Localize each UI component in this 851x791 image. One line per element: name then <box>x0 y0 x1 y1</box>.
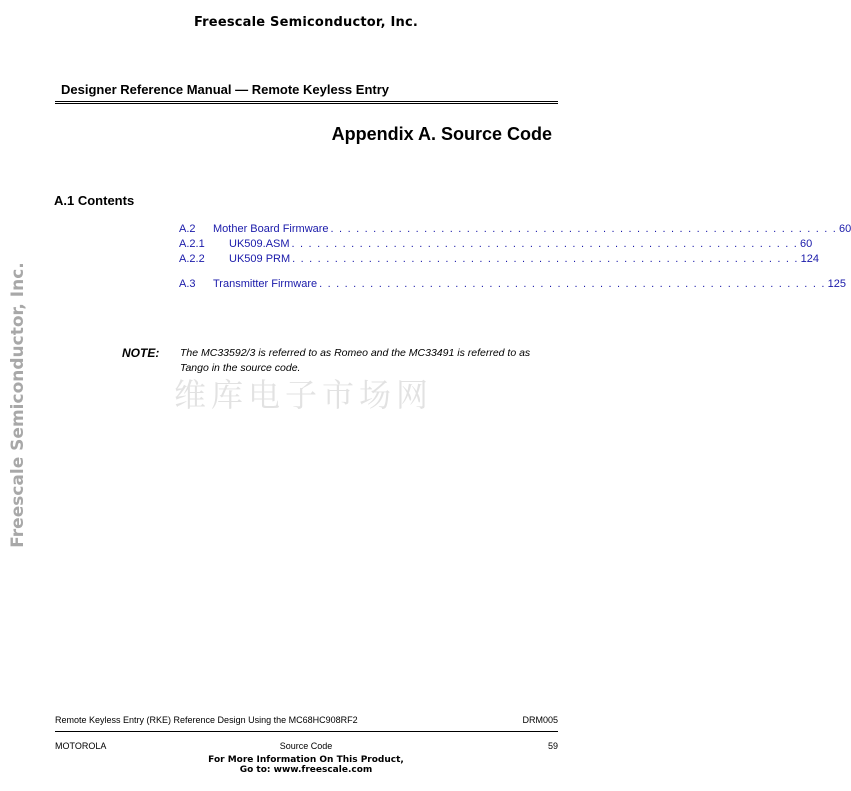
toc-title: UK509.ASM <box>229 238 290 250</box>
header-double-rule <box>55 101 558 104</box>
toc-entry-mother-board-firmware[interactable] <box>179 223 851 237</box>
manual-title: Designer Reference Manual — Remote Keyless Entry <box>61 82 390 97</box>
toc-page-number: 60 <box>839 223 851 235</box>
vertical-side-text: Freescale Semiconductor, Inc. <box>8 262 28 548</box>
toc-page-number: 60 <box>800 238 813 250</box>
toc-entry-uk509-asm[interactable] <box>179 238 813 252</box>
footer-page-number: 59 <box>547 741 558 751</box>
toc-number: A.2 <box>179 223 196 235</box>
toc-leader-dots: . . . . . . . . . . . . . . . . . . . . . . . . . . . . . . . . . . . . . . . . . . . . . . . . . . . . . . . . . . . . <box>291 238 799 250</box>
footer-doc-title: Remote Keyless Entry (RKE) Reference Design Using the MC68HC908RF2 <box>55 715 358 725</box>
toc-leader-dots: . . . . . . . . . . . . . . . . . . . . . . . . . . . . . . . . . . . . . . . . . . . . . . . . . . . . . . . . . . . . <box>319 278 826 290</box>
contents-heading: A.1 Contents <box>54 193 135 208</box>
footer-rule <box>55 731 558 732</box>
toc-number: A.2.2 <box>179 253 205 265</box>
footer-section-name: Source Code <box>279 741 333 751</box>
watermark-text: 维库电子市场网 <box>174 376 434 414</box>
toc-title: Transmitter Firmware <box>213 278 318 290</box>
footer-doc-row <box>55 715 558 725</box>
toc-leader-dots: . . . . . . . . . . . . . . . . . . . . . . . . . . . . . . . . . . . . . . . . . . . . . . . . . . . . . . . . . . . . <box>330 223 838 235</box>
toc-number: A.2.1 <box>179 238 205 250</box>
footer-info-line-2[interactable]: Go to: www.freescale.com <box>239 765 373 775</box>
toc-entry-transmitter-firmware[interactable] <box>179 278 846 292</box>
toc-number: A.3 <box>179 278 196 290</box>
toc-page-number: 124 <box>800 253 819 265</box>
footer-company: MOTOROLA <box>55 741 107 751</box>
toc-leader-dots: . . . . . . . . . . . . . . . . . . . . . . . . . . . . . . . . . . . . . . . . . . . . . . . . . . . . . . . . . . . . <box>292 253 799 265</box>
note-text: The MC33592/3 is referred to as Romeo and the MC33491 is referred to as Tango in the source code. <box>180 347 531 374</box>
toc-entry-uk509-prm[interactable] <box>179 253 819 267</box>
note-label: NOTE: <box>122 346 160 360</box>
footer-info-line-1: For More Information On This Product, <box>208 755 404 765</box>
toc-title: UK509 PRM <box>229 253 291 265</box>
footer-doc-id: DRM005 <box>522 715 558 725</box>
company-header: Freescale Semiconductor, Inc. <box>193 15 419 30</box>
toc-page-number: 125 <box>827 278 846 290</box>
toc-title: Mother Board Firmware <box>213 223 329 235</box>
appendix-title: Appendix A. Source Code <box>331 124 552 144</box>
